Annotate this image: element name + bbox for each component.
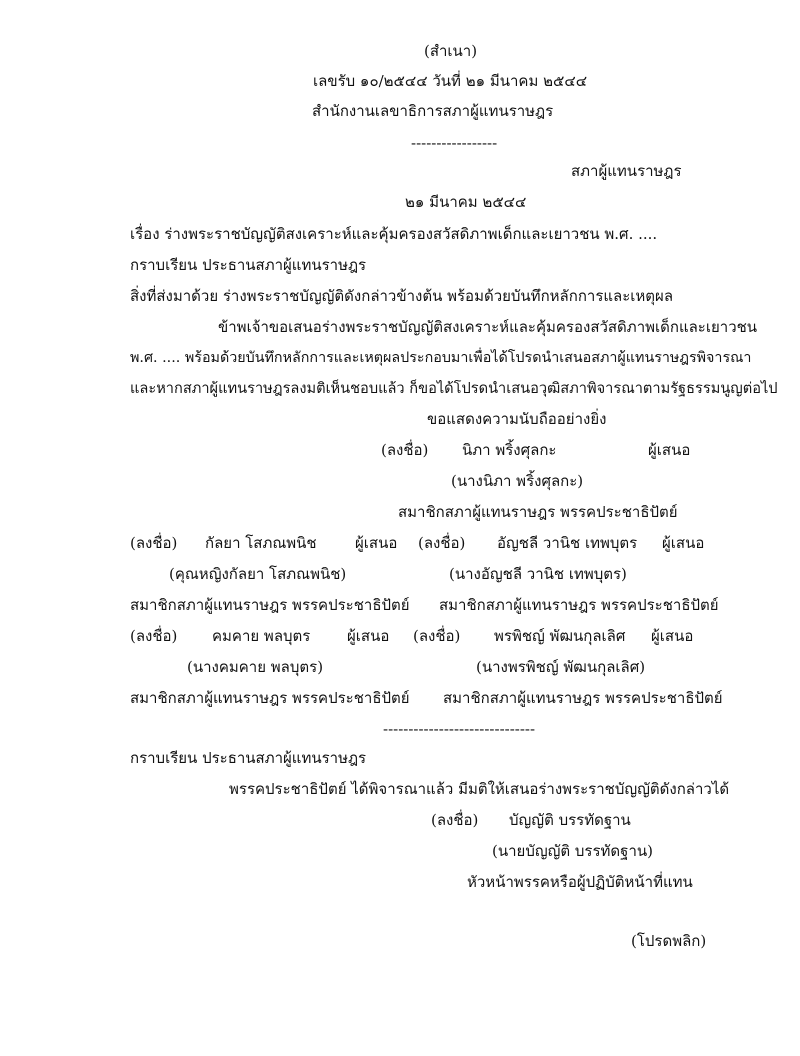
main-name: (นางนิภา พริ้งศุลกะ) (451, 472, 584, 490)
s3-sign-label: (ลงชื่อ) (130, 627, 178, 645)
s2-party: สมาชิกสภาผู้แทนราษฎร พรรคประชาธิปัตย์ (439, 596, 719, 614)
main-signature: นิภา พริ้งศุลกะ (462, 441, 557, 459)
leader-title: หัวหน้าพรรคหรือผู้ปฏิบัติหน้าที่แทน (467, 873, 693, 891)
copy-mark: (สำเนา) (424, 42, 478, 60)
s3-signature: คมคาย พลบุตร (212, 627, 311, 645)
receipt-number: เลขรับ ๑๐/๒๕๔๔ วันที่ ๒๑ มีนาคม ๒๕๔๔ (313, 72, 588, 90)
s4-proposer: ผู้เสนอ (651, 627, 694, 645)
letter-place: สภาผู้แทนราษฎร (571, 162, 682, 180)
office-name: สำนักงานเลขาธิการสภาผู้แทนราษฎร (312, 102, 554, 120)
s1-party: สมาชิกสภาผู้แทนราษฎร พรรคประชาธิปัตย์ (130, 596, 410, 614)
leader-sign-label: (ลงชื่อ) (431, 811, 479, 829)
header-divider: ----------------- (411, 134, 498, 152)
leader-name: (นายบัญญัติ บรรทัดฐาน) (492, 842, 653, 860)
main-sign-label: (ลงชื่อ) (381, 441, 429, 459)
s1-proposer: ผู้เสนอ (355, 534, 398, 552)
body-line-1: ข้าพเจ้าขอเสนอร่างพระราชบัญญัติสงเคราะห์และคุ้มครองสวัสดิภาพเด็กและเยาวชน (218, 318, 758, 336)
letter-salutation: กราบเรียน ประธานสภาผู้แทนราษฎร (130, 256, 367, 274)
closing: ขอแสดงความนับถืออย่างยิ่ง (427, 410, 607, 428)
main-proposer: ผู้เสนอ (648, 441, 691, 459)
s2-sign-label: (ลงชื่อ) (418, 534, 466, 552)
s1-sign-label: (ลงชื่อ) (130, 534, 178, 552)
s3-name: (นางคมคาย พลบุตร) (187, 658, 324, 676)
s4-sign-label: (ลงชื่อ) (413, 627, 461, 645)
leader-signature: บัญญัติ บรรทัดฐาน (509, 811, 631, 829)
s1-signature: กัลยา โสภณพนิช (205, 534, 317, 552)
turn-over-note: (โปรดพลิก) (631, 932, 707, 950)
section-divider: ------------------------------ (383, 720, 536, 738)
s3-proposer: ผู้เสนอ (347, 627, 390, 645)
s4-party: สมาชิกสภาผู้แทนราษฎร พรรคประชาธิปัตย์ (443, 689, 723, 707)
s2-signature: อัญชลี วานิช เทพบุตร (497, 534, 638, 552)
s4-signature: พรพิชญ์ พัฒนกุลเลิศ (494, 627, 626, 645)
s2-proposer: ผู้เสนอ (662, 534, 705, 552)
letter-subject: เรื่อง ร่างพระราชบัญญัติสงเคราะห์และคุ้มครองสวัสดิภาพเด็กและเยาวชน พ.ศ. .... (130, 225, 658, 243)
endorsement-text: พรรคประชาธิปัตย์ ได้พิจารณาแล้ว มีมติให้เสนอร่างพระราชบัญญัติดังกล่าวได้ (229, 780, 730, 798)
body-line-3: และหากสภาผู้แทนราษฎรลงมติเห็นชอบแล้ว ก็ขอได้โปรดนำเสนอวุฒิสภาพิจารณาตามรัฐธรรมนูญต่อไป (130, 380, 778, 397)
s1-name: (คุณหญิงกัลยา โสภณพนิช) (169, 565, 347, 583)
s2-name: (นางอัญชลี วานิช เทพบุตร) (449, 565, 627, 583)
main-party: สมาชิกสภาผู้แทนราษฎร พรรคประชาธิปัตย์ (398, 503, 678, 521)
s3-party: สมาชิกสภาผู้แทนราษฎร พรรคประชาธิปัตย์ (130, 689, 410, 707)
endorsement-salutation: กราบเรียน ประธานสภาผู้แทนราษฎร (130, 749, 367, 767)
s4-name: (นางพรพิชญ์ พัฒนกุลเลิศ) (476, 658, 646, 676)
letter-date: ๒๑ มีนาคม ๒๕๔๔ (405, 193, 527, 211)
body-line-2: พ.ศ. .... พร้อมด้วยบันทึกหลักการและเหตุผลประกอบมาเพื่อได้โปรดนำเสนอสภาผู้แทนราษฎรพิจารณา (130, 350, 752, 366)
letter-enclosure: สิ่งที่ส่งมาด้วย ร่างพระราชบัญญัติดังกล่าวข้างต้น พร้อมด้วยบันทึกหลักการและเหตุผล (130, 287, 674, 305)
